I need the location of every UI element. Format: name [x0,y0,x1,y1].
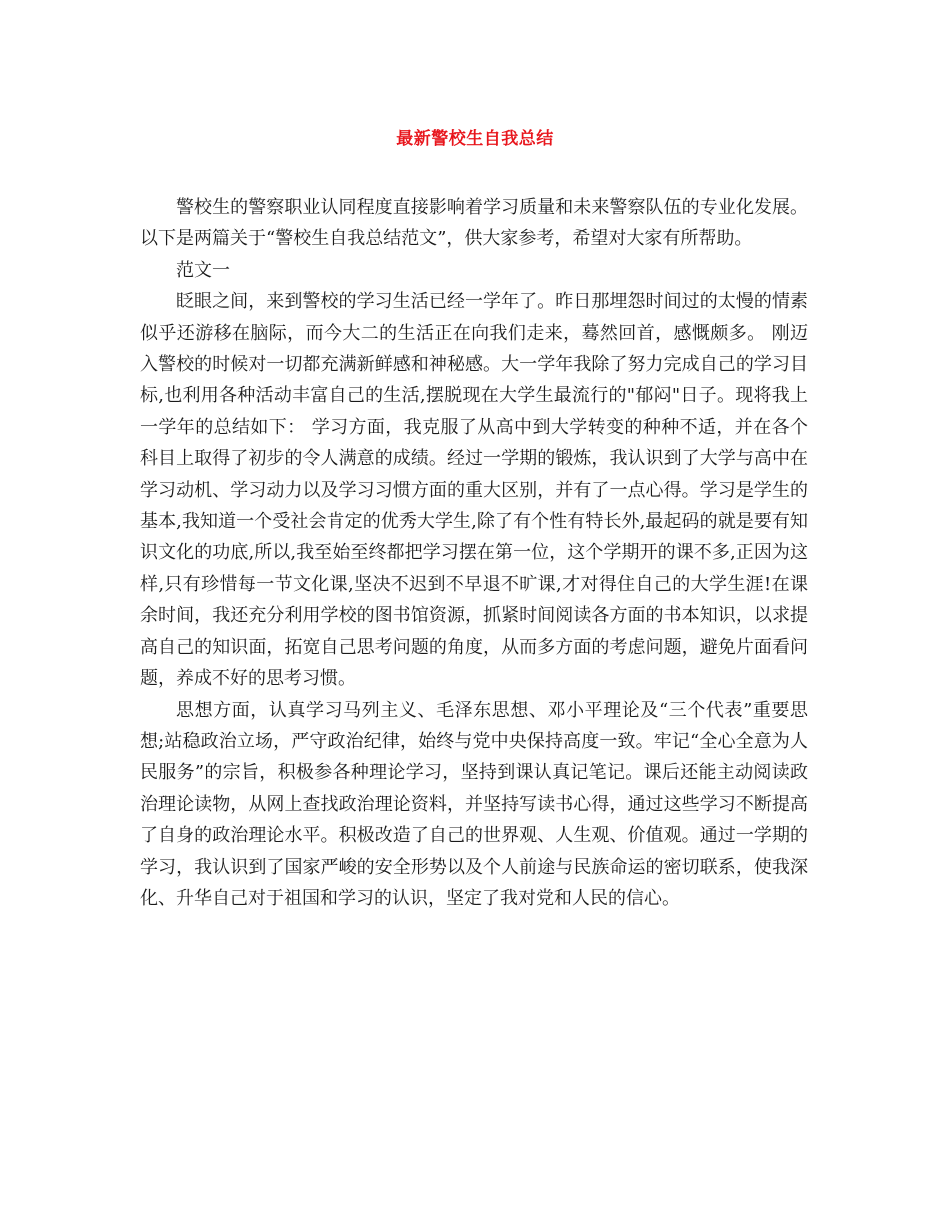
intro-paragraph: 警校生的警察职业认同程度直接影响着学习质量和未来警察队伍的专业化发展。以下是两篇关于“警校生自我总结范文”，供大家参考，希望对大家有所帮助。 [140,197,808,250]
document-title: 最新警校生自我总结 [396,129,554,149]
ideology-paragraph: 思想方面，认真学习马列主义、毛泽东思想、邓小平理论及“三个代表”重要思想;站稳政治立场，严守政治纪律，始终与党中央保持高度一致。牢记“全心全意为人民服务”的宗旨，积极参各种理论学习，坚持到课认真记笔记。课后还能主动阅读政治理论读物，从网上查找政治理论资料，并坚持写读书心得，通过这些学习不断提高了自身的政治理论水平。积极改造了自己的世界观、人生观、价值观。通过一学期的学习，我认识到了国家严峻的安全形势以及个人前途与民族命运的密切联系，使我深化、升华自己对于祖国和学习的认识，坚定了我对党和人民的信心。 [140,699,808,909]
section-heading-sample-one: 范文一 [176,259,230,281]
study-paragraph: 眨眼之间，来到警校的学习生活已经一学年了。昨日那埋怨时间过的太慢的情素似乎还游移在脑际，而今大二的生活正在向我们走来，蓦然回首，感慨颇多。 刚迈入警校的时候对一切都充满新鲜感和神秘感。大一学年我除了努力完成自己的学习目标,也利用各种活动丰富自己的生活,摆脱现在大学生最流行的"郁闷"日子。现将我上一学年的总结如下： 学习方面，我克服了从高中到大学转变的种种不适，并在各个科目上取得了初步的令人满意的成绩。经过一学期的锻炼，我认识到了大学与高中在学习动机、学习动力以及学习习惯方面的重大区别，并有了一点心得。学习是学生的基本,我知道一个受社会肯定的优秀大学生,除了有个性有特长外,最起码的就是要有知识文化的功底,所以,我至始至终都把学习摆在第一位，这个学期开的课不多,正因为这样,只有珍惜每一节文化课,坚决不迟到不早退不旷课,才对得住自己的大学生涯!在课余时间，我还充分利用学校的图书馆资源，抓紧时间阅读各方面的书本知识，以求提高自己的知识面，拓宽自己思考问题的角度，从而多方面的考虑问题，避免片面看问题，养成不好的思考习惯。 [140,291,808,690]
document-body [140,192,808,914]
